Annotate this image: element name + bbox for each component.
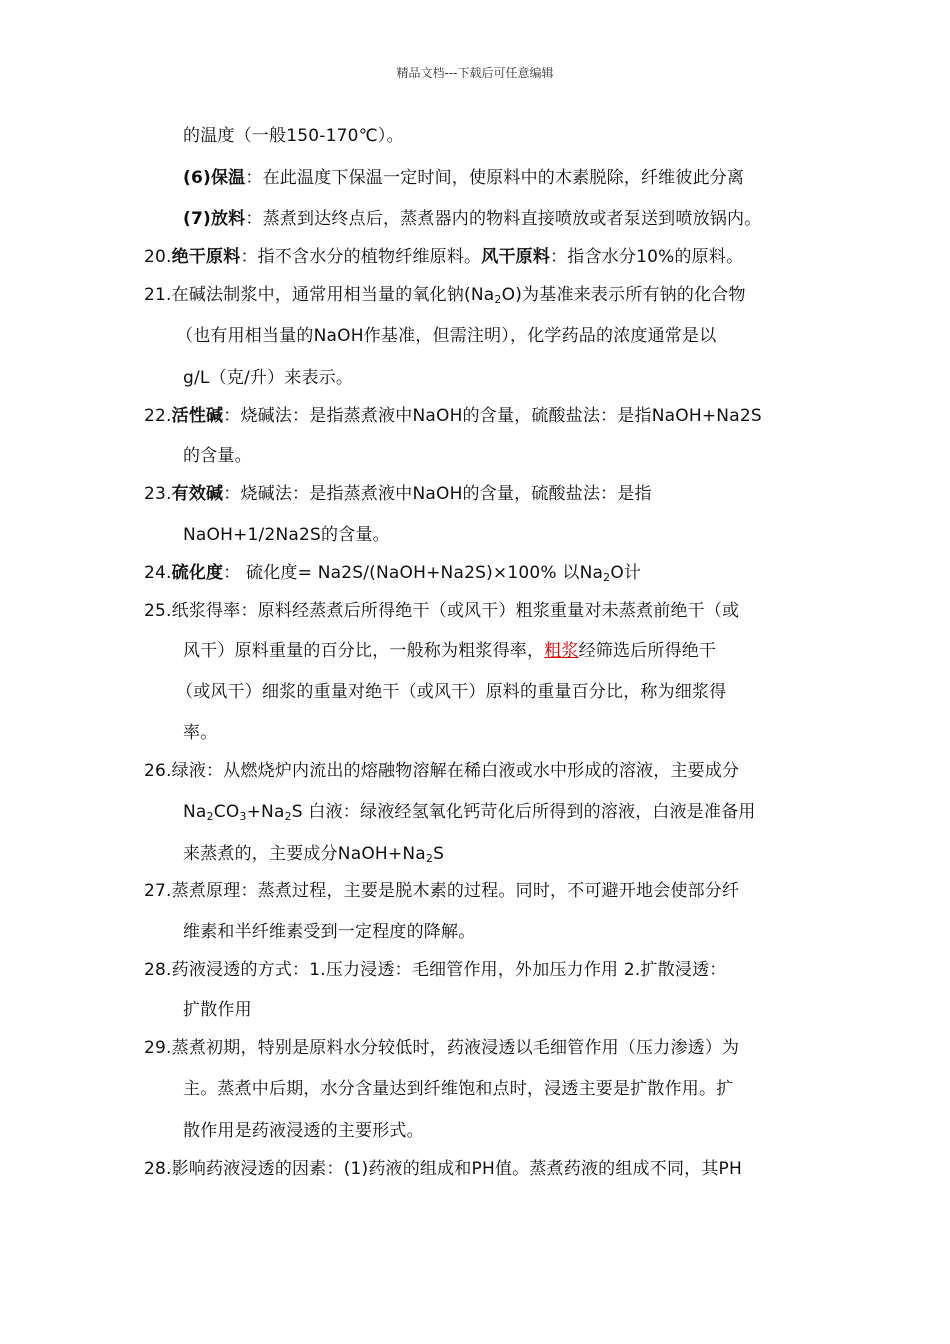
text-line: 的含量。 — [183, 446, 252, 466]
list-item: 28.影响药液浸透的因素：(1)药液的组成和PH值。蒸煮药液的组成不同，其PH — [144, 1159, 742, 1179]
list-item: 20.绝干原料：指不含水分的植物纤维原料。风干原料：指含水分10%的原料。 — [144, 247, 744, 267]
item-number: 26. — [144, 761, 172, 781]
item-number: 24. — [144, 563, 172, 583]
term-heading: 风干原料 — [481, 247, 551, 267]
text-line: 扩散作用 — [183, 1000, 252, 1020]
text-line: 来蒸煮的，主要成分$NaOH+Na_2S$ — [183, 844, 445, 865]
item-number: 20. — [144, 247, 172, 267]
list-item: 27.蒸煮原理：蒸煮过程，主要是脱木素的过程。同时，不可避开地会使部分纤 — [144, 881, 740, 901]
list-item: 23.有效碱：烧碱法：是指蒸煮液中NaOH的含量，硫酸盐法：是指 — [144, 484, 652, 504]
text-line: 的温度（一般150-170℃）。 — [183, 126, 404, 146]
list-item: 22.活性碱：烧碱法：是指蒸煮液中NaOH的含量，硫酸盐法：是指NaOH+Na2S — [144, 406, 762, 426]
list-item: 25.纸浆得率：原料经蒸煮后所得绝干（或风干）粗浆重量对未蒸煮前绝干（或 — [144, 601, 740, 621]
term-heading: (6)保温 — [183, 168, 246, 188]
text-line: $Na_2CO_3+Na_2S$ 白液：绿液经氢氧化钙苛化后所得到的溶液，白液是准备用 — [183, 802, 756, 823]
text-line: 维素和半纤维素受到一定程度的降解。 — [183, 922, 476, 942]
item-number: 28. — [144, 960, 172, 980]
item-number: 21. — [144, 285, 172, 305]
item-number: 28. — [144, 1159, 172, 1179]
item-number: 29. — [144, 1038, 172, 1058]
list-item: 21.在碱法制浆中，通常用相当量的氧化钠$(Na_2O)$为基准来表示所有钠的化合物 — [144, 285, 746, 306]
text-line: (6)保温：在此温度下保温一定时间，使原料中的木素脱除，纤维彼此分离 — [183, 168, 745, 188]
text-line: （也有用相当量的NaOH作基准，但需注明），化学药品的浓度通常是以 — [176, 326, 717, 346]
list-item: 26.绿液：从燃烧炉内流出的熔融物溶解在稀白液或水中形成的溶液，主要成分 — [144, 761, 740, 781]
item-number: 25. — [144, 601, 172, 621]
list-item: 28.药液浸透的方式：1.压力浸透：毛细管作用，外加压力作用 2.扩散浸透： — [144, 960, 727, 980]
page-header: 精品文档---下载后可任意编辑 — [396, 66, 554, 80]
item-number: 23. — [144, 484, 172, 504]
term-heading: 绝干原料 — [171, 247, 241, 267]
text-line: NaOH+1/2Na2S的含量。 — [183, 525, 390, 545]
list-item: 24.硫化度： 硫化度= Na2S/(NaOH+Na2S)×100% 以$Na_2O$计 — [144, 563, 642, 584]
text-line: 风干）原料重量的百分比，一般称为粗浆得率，粗浆经筛选后所得绝干 — [183, 641, 717, 661]
text-line: （或风干）细浆的重量对绝干（或风干）原料的重量百分比，称为细浆得 — [176, 682, 727, 702]
text-line: g/L（克/升）来表示。 — [183, 368, 354, 388]
text-line: 率。 — [183, 723, 218, 743]
text-line: 散作用是药液浸透的主要形式。 — [183, 1121, 424, 1141]
text-line: 主。蒸煮中后期，水分含量达到纤维饱和点时，浸透主要是扩散作用。扩 — [183, 1079, 734, 1099]
term-heading: 有效碱 — [171, 484, 224, 504]
text-line: (7)放料：蒸煮到达终点后，蒸煮器内的物料直接喷放或者泵送到喷放锅内。 — [183, 209, 762, 229]
term-heading: 硫化度 — [171, 563, 224, 583]
list-item: 29.蒸煮初期，特别是原料水分较低时，药液浸透以毛细管作用（压力渗透）为 — [144, 1038, 740, 1058]
glossary-link[interactable]: 粗浆 — [544, 641, 579, 661]
term-heading: 活性碱 — [171, 406, 224, 426]
item-number: 22. — [144, 406, 172, 426]
term-heading: (7)放料 — [183, 209, 246, 229]
item-number: 27. — [144, 881, 172, 901]
